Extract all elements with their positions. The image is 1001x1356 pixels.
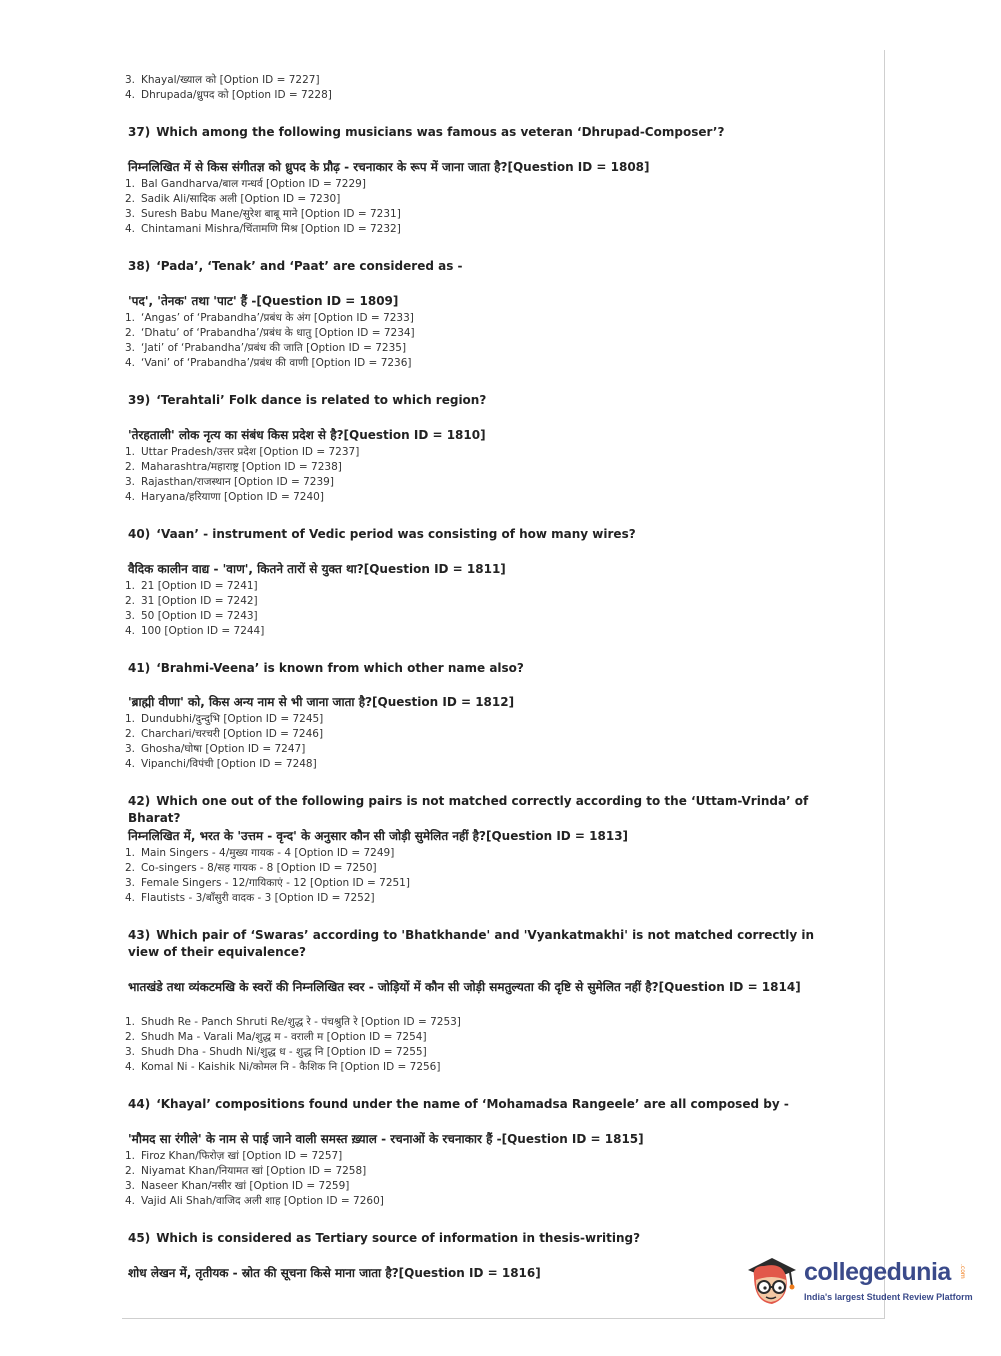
question-text: Which is considered as Tertiary source of information in thesis-writing? xyxy=(156,1231,641,1245)
question-number: 38) xyxy=(128,259,151,273)
question-number: 41) xyxy=(128,661,151,675)
mascot-icon xyxy=(742,1254,800,1312)
option-text: Ghosha/घोषा [Option ID = 7247] xyxy=(141,743,306,755)
question-number: 44) xyxy=(128,1097,151,1111)
option-text: Vajid Ali Shah/वाजिद अली शाह [Option ID = 7260] xyxy=(141,1195,384,1207)
option-number: 4. xyxy=(125,1195,136,1207)
option-number: 4. xyxy=(125,1061,136,1073)
option-number: 3. xyxy=(125,1046,136,1058)
brand-tagline: India's largest Student Review Platform xyxy=(804,1292,973,1302)
question-hindi: 'ब्राह्मी वीणा' को, किस अन्य नाम से भी जाना जाता है?[Question ID = 1812] xyxy=(128,695,515,709)
question-text: ‘Pada’, ‘Tenak’ and ‘Paat’ are considered as - xyxy=(156,259,463,273)
option-item xyxy=(125,846,394,860)
option-number: 3. xyxy=(125,610,136,622)
option-item xyxy=(125,207,401,221)
question-hindi: निम्नलिखित में से किस संगीतज्ञ को ध्रुपद के प्रौढ़ - रचनाकार के रूप में जाना जाता है?[Question ID = 1808] xyxy=(128,160,650,174)
question-english xyxy=(128,793,848,827)
option-number: 4. xyxy=(125,491,136,503)
option-item xyxy=(125,712,323,726)
option-item xyxy=(125,727,323,741)
question-hindi: भातखंडे तथा व्यंकटमखि के स्वरों की निम्नलिखित स्वर - जोड़ियों में कौन सी जोड़ी समतुल्यता की दृष्टि से सुमेलित नहीं है?[Question ID = 1814] xyxy=(128,980,801,994)
option-number: 2. xyxy=(125,327,136,339)
option-number: 1. xyxy=(125,847,136,859)
option-item xyxy=(125,861,377,875)
option-number: 2. xyxy=(125,193,136,205)
option-item xyxy=(125,192,340,206)
option-item xyxy=(125,757,317,771)
collegedunia-logo[interactable] xyxy=(742,1250,972,1316)
question-english xyxy=(128,660,848,677)
option-number: 4. xyxy=(125,625,136,637)
option-number: 1. xyxy=(125,1016,136,1028)
option-item xyxy=(125,341,406,355)
option-number: 4. xyxy=(125,758,136,770)
option-item xyxy=(125,1164,366,1178)
option-text: 50 [Option ID = 7243] xyxy=(141,610,258,622)
question-number: 40) xyxy=(128,527,151,541)
option-text: Shudh Re - Panch Shruti Re/शुद्ध रे - पंचश्रुति रे [Option ID = 7253] xyxy=(141,1016,461,1028)
option-number: 2. xyxy=(125,862,136,874)
option-number: 2. xyxy=(125,1031,136,1043)
option-number: 1. xyxy=(125,713,136,725)
option-text: Bal Gandharva/बाल गन्धर्व [Option ID = 7229] xyxy=(141,178,366,190)
option-number: 2. xyxy=(125,461,136,473)
question-english xyxy=(128,526,848,543)
question-hindi: 'तेरहताली' लोक नृत्य का संबंध किस प्रदेश से है?[Question ID = 1810] xyxy=(128,428,486,442)
option-item xyxy=(125,579,258,593)
option-text: Co-singers - 8/सह गायक - 8 [Option ID = 7250] xyxy=(141,862,377,874)
option-number: 4. xyxy=(125,892,136,904)
question-english xyxy=(128,124,848,141)
option-text: Dhrupada/ध्रुपद को [Option ID = 7228] xyxy=(141,89,332,101)
option-item xyxy=(125,624,264,638)
option-text: Niyamat Khan/नियामत खां [Option ID = 7258] xyxy=(141,1165,367,1177)
option-number: 2. xyxy=(125,595,136,607)
option-item xyxy=(125,326,415,340)
option-text: 31 [Option ID = 7242] xyxy=(141,595,258,607)
question-text: ‘Brahmi-Veena’ is known from which other name also? xyxy=(156,661,524,675)
option-item xyxy=(125,222,401,236)
question-text: Which one out of the following pairs is not matched correctly according to the ‘Uttam-Vrinda’ of Bharat? xyxy=(128,794,809,825)
option-text: Firoz Khan/फिरोज़ खां [Option ID = 7257] xyxy=(141,1150,343,1162)
question-text: Which pair of ‘Swaras’ according to 'Bhatkhande' and 'Vyankatmakhi' is not matched correctly in view of their equivalence? xyxy=(128,928,815,959)
option-text: Female Singers - 12/गायिकाएं - 12 [Option ID = 7251] xyxy=(141,877,410,889)
question-hindi: 'पद', 'तेनक' तथा 'पाट' हैं -[Question ID = 1809] xyxy=(128,294,399,308)
option-item xyxy=(125,609,258,623)
option-number: 3. xyxy=(125,877,136,889)
question-hindi: 'मौमद सा रंगीले' के नाम से पाई जाने वाली समस्त ख़्याल - रचनाओं के रचनाकार हैं -[Question ID = 1815] xyxy=(128,1132,644,1146)
option-number: 1. xyxy=(125,446,136,458)
option-item xyxy=(125,594,258,608)
option-number: 2. xyxy=(125,728,136,740)
option-number: 1. xyxy=(125,1150,136,1162)
question-text: ‘Terahtali’ Folk dance is related to which region? xyxy=(156,393,487,407)
option-number: 1. xyxy=(125,178,136,190)
option-text: Chintamani Mishra/चिंतामणि मिश्र [Option ID = 7232] xyxy=(141,223,401,235)
option-number: 3. xyxy=(125,476,136,488)
option-item xyxy=(125,1194,384,1208)
option-text: Dundubhi/दुन्दुभि [Option ID = 7245] xyxy=(141,713,324,725)
option-number: 3. xyxy=(125,342,136,354)
brand-name: collegedunia xyxy=(804,1258,951,1286)
option-number: 1. xyxy=(125,312,136,324)
option-item xyxy=(125,88,332,102)
option-text: Sadik Ali/सादिक अली [Option ID = 7230] xyxy=(141,193,341,205)
question-english xyxy=(128,927,848,961)
option-text: ‘Vani’ of ‘Prabandha’/प्रबंध की वाणी [Option ID = 7236] xyxy=(141,357,412,369)
option-text: Maharashtra/महाराष्ट्र [Option ID = 7238] xyxy=(141,461,342,473)
option-text: Charchari/चरचरी [Option ID = 7246] xyxy=(141,728,324,740)
brand-domain-suffix: .com xyxy=(959,1264,966,1279)
option-text: Suresh Babu Mane/सुरेश बाबू माने [Option ID = 7231] xyxy=(141,208,401,220)
option-text: ‘Dhatu’ of ‘Prabandha’/प्रबंध के धातु [Option ID = 7234] xyxy=(141,327,415,339)
option-item xyxy=(125,742,305,756)
option-text: Naseer Khan/नसीर खां [Option ID = 7259] xyxy=(141,1180,350,1192)
option-item xyxy=(125,1179,349,1193)
option-number: 3. xyxy=(125,74,136,86)
option-text: Shudh Ma - Varali Ma/शुद्ध म - वराली म [Option ID = 7254] xyxy=(141,1031,427,1043)
question-english xyxy=(128,392,848,409)
option-item xyxy=(125,311,414,325)
option-number: 3. xyxy=(125,1180,136,1192)
page-border-bottom xyxy=(122,1318,885,1319)
question-text: ‘Khayal’ compositions found under the name of ‘Mohamadsa Rangeele’ are all composed by - xyxy=(156,1097,789,1111)
question-text: ‘Vaan’ - instrument of Vedic period was consisting of how many wires? xyxy=(156,527,636,541)
question-text: Which among the following musicians was famous as veteran ‘Dhrupad-Composer’? xyxy=(156,125,725,139)
question-number: 39) xyxy=(128,393,151,407)
option-number: 1. xyxy=(125,580,136,592)
option-item xyxy=(125,475,334,489)
option-number: 4. xyxy=(125,357,136,369)
option-item xyxy=(125,876,410,890)
option-number: 2. xyxy=(125,1165,136,1177)
page-border-right xyxy=(884,50,885,1318)
question-number: 43) xyxy=(128,928,151,942)
option-text: Komal Ni - Kaishik Ni/कोमल नि - कैशिक नि [Option ID = 7256] xyxy=(141,1061,441,1073)
option-item xyxy=(125,445,359,459)
option-text: ‘Angas’ of ‘Prabandha’/प्रबंध के अंग [Option ID = 7233] xyxy=(141,312,414,324)
option-text: Khayal/ख्याल को [Option ID = 7227] xyxy=(141,74,320,86)
option-item xyxy=(125,460,342,474)
option-number: 4. xyxy=(125,89,136,101)
option-item xyxy=(125,177,366,191)
question-number: 37) xyxy=(128,125,151,139)
question-hindi: शोध लेखन में, तृतीयक - स्रोत की सूचना किसे माना जाता है?[Question ID = 1816] xyxy=(128,1266,541,1280)
option-text: Rajasthan/राजस्थान [Option ID = 7239] xyxy=(141,476,334,488)
option-item xyxy=(125,356,412,370)
option-item xyxy=(125,1045,427,1059)
option-number: 3. xyxy=(125,208,136,220)
option-text: Haryana/हरियाणा [Option ID = 7240] xyxy=(141,491,324,503)
question-hindi: निम्नलिखित में, भरत के 'उत्तम - वृन्द' के अनुसार कौन सी जोड़ी सुमेलित नहीं है?[Question ID = 1813] xyxy=(128,829,629,843)
option-number: 4. xyxy=(125,223,136,235)
option-number: 3. xyxy=(125,743,136,755)
option-text: Vipanchi/विपंची [Option ID = 7248] xyxy=(141,758,317,770)
question-number: 42) xyxy=(128,794,151,808)
option-text: Shudh Dha - Shudh Ni/शुद्ध ध - शुद्ध नि [Option ID = 7255] xyxy=(141,1046,427,1058)
option-item xyxy=(125,1060,440,1074)
option-item xyxy=(125,1030,427,1044)
question-english xyxy=(128,258,848,275)
question-english xyxy=(128,1230,848,1247)
option-text: Flautists - 3/बाँसुरी वादक - 3 [Option ID = 7252] xyxy=(141,892,375,904)
option-text: 21 [Option ID = 7241] xyxy=(141,580,258,592)
option-text: ‘Jati’ of ‘Prabandha’/प्रबंध की जाति [Option ID = 7235] xyxy=(141,342,407,354)
option-item xyxy=(125,73,320,87)
question-number: 45) xyxy=(128,1231,151,1245)
option-item xyxy=(125,1015,461,1029)
option-item xyxy=(125,1149,342,1163)
option-text: Uttar Pradesh/उत्तर प्रदेश [Option ID = 7237] xyxy=(141,446,360,458)
question-english xyxy=(128,1096,848,1113)
question-hindi: वैदिक कालीन वाद्य - 'वाण', कितने तारों से युक्त था?[Question ID = 1811] xyxy=(128,562,506,576)
option-text: 100 [Option ID = 7244] xyxy=(141,625,265,637)
option-item xyxy=(125,891,375,905)
option-item xyxy=(125,490,324,504)
option-text: Main Singers - 4/मुख्य गायक - 4 [Option ID = 7249] xyxy=(141,847,395,859)
